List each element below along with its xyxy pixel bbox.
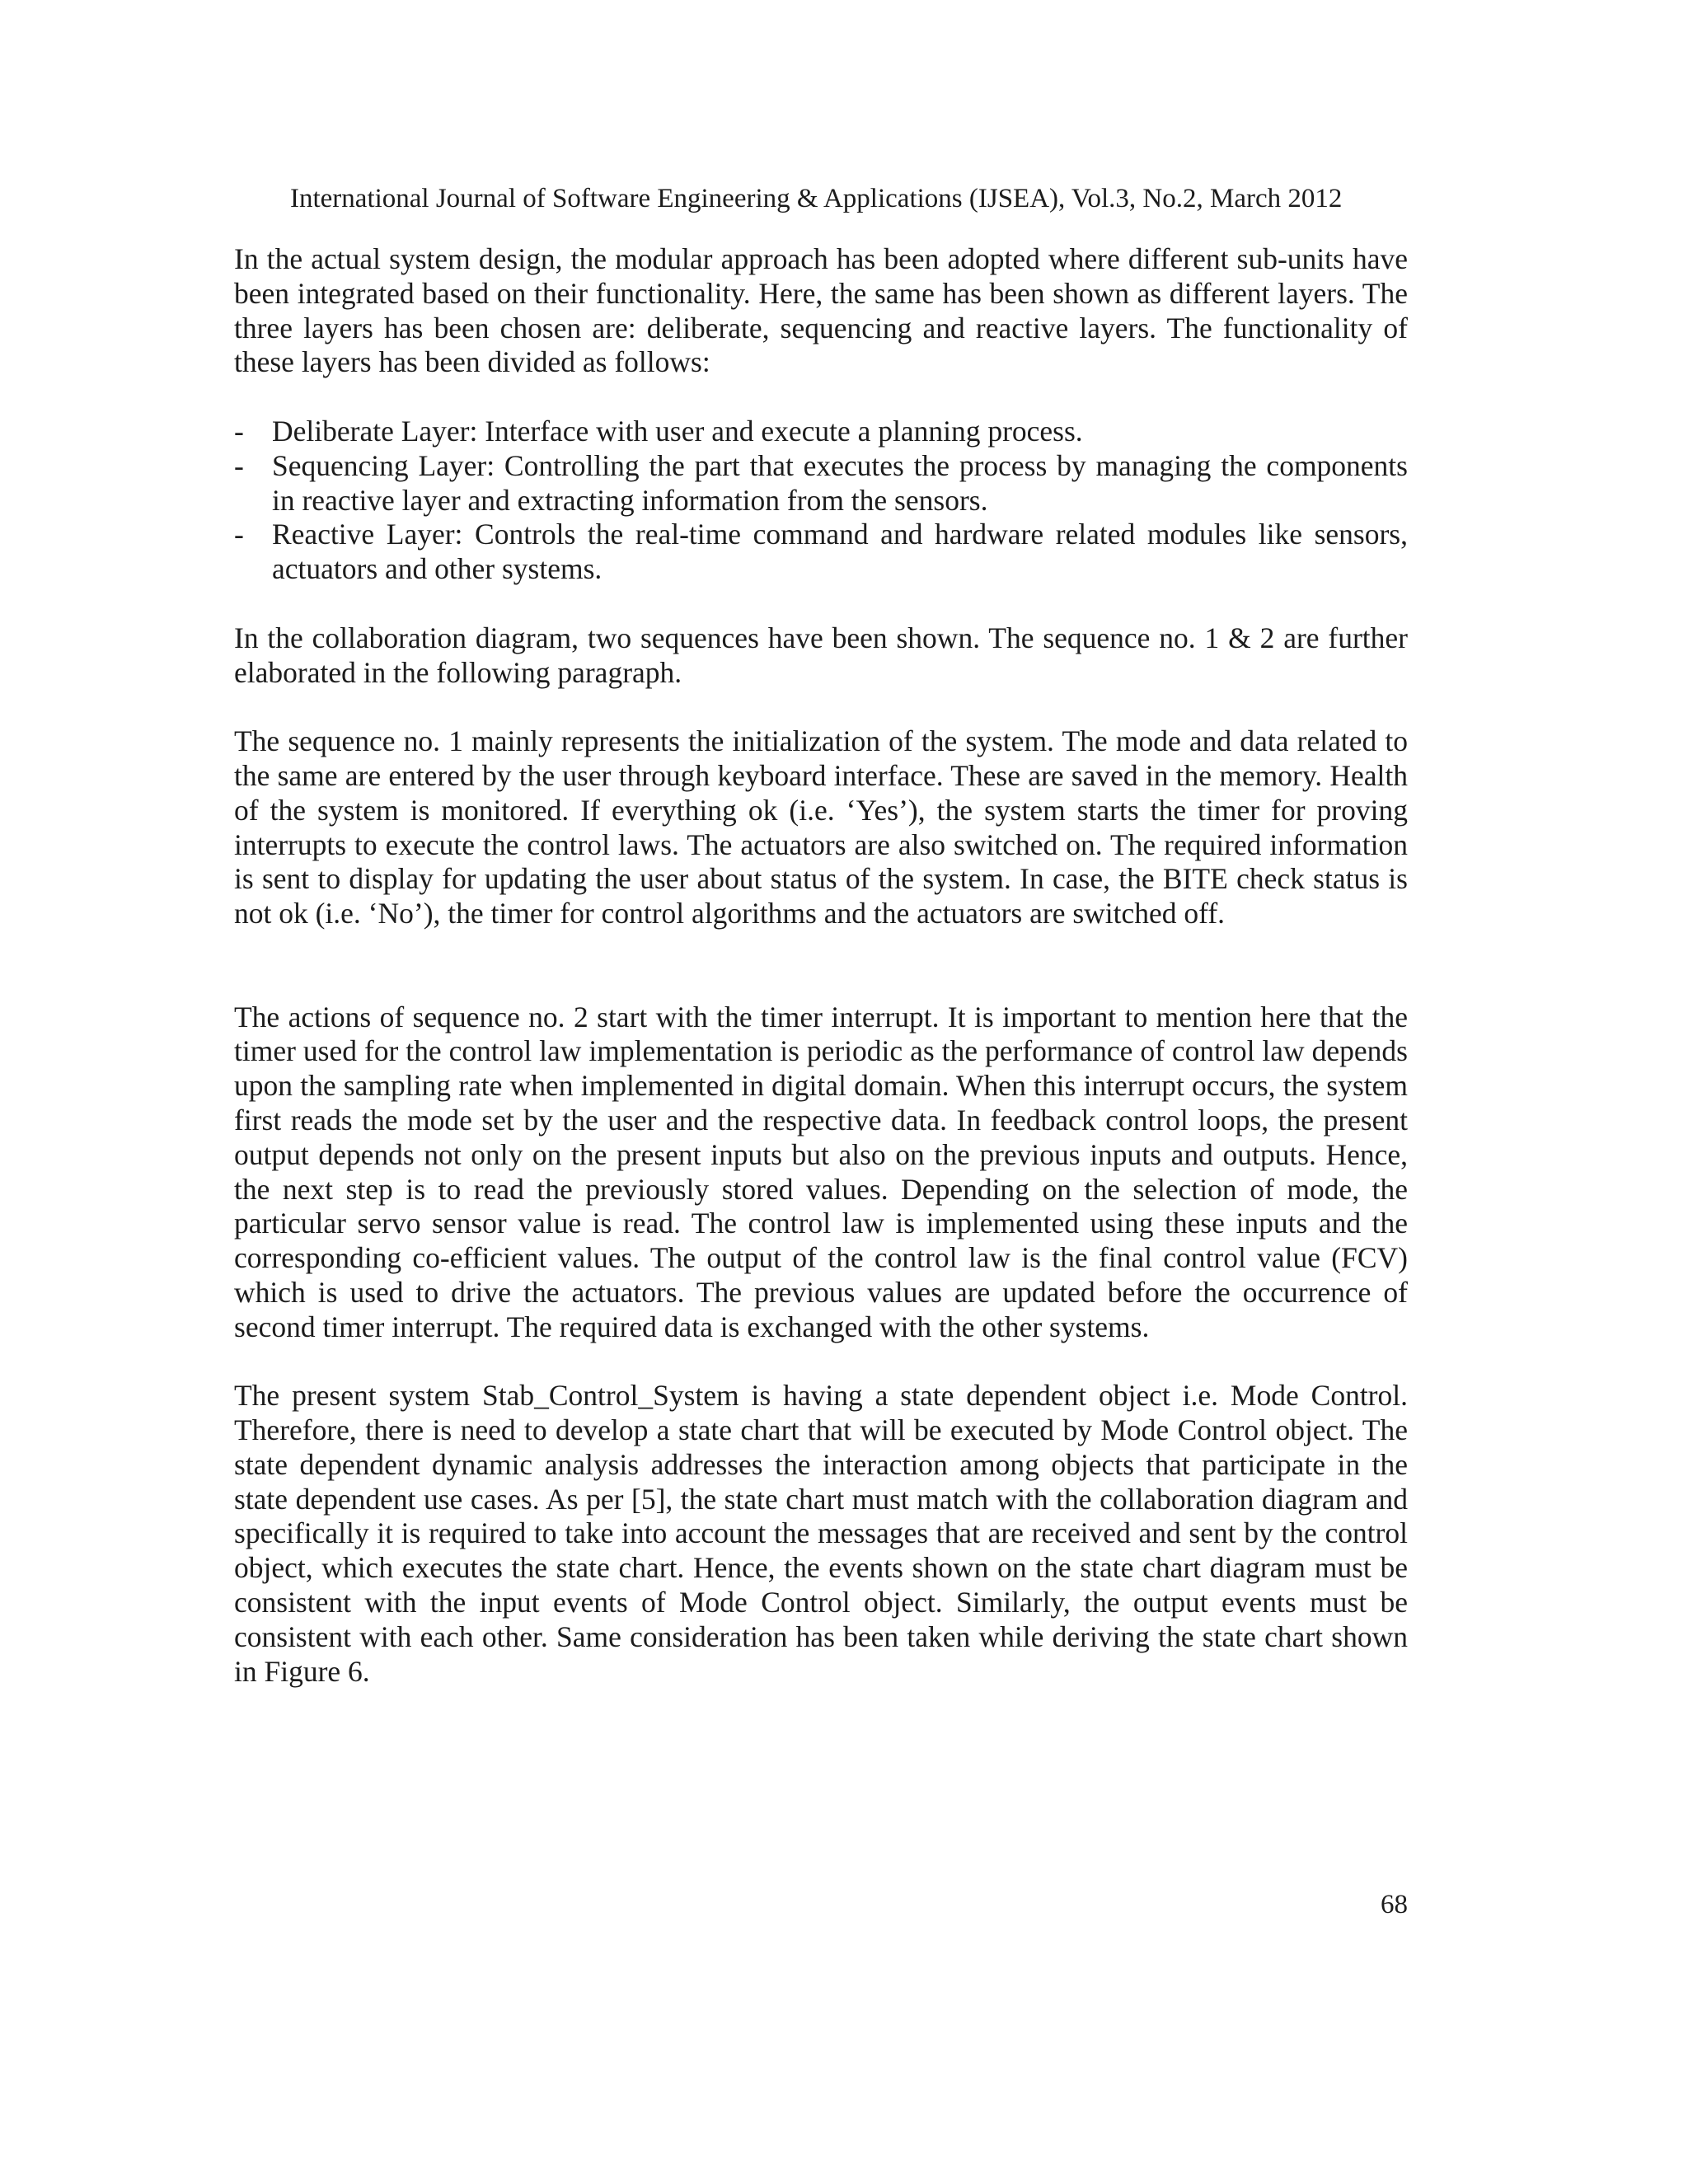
bullet-dash: - bbox=[234, 414, 244, 448]
paragraph-collaboration-diagram: In the collaboration diagram, two sequences have been shown. The sequence no. 1 & 2 are further elaborated in the following paragraph. bbox=[234, 621, 1408, 689]
paragraph-sequence-1: The sequence no. 1 mainly represents the initialization of the system. The mode and data related to the same are entered by the user through keyboard interface. These are saved in the memory. Health of the system is monitored. If everything ok (i.e. ‘Yes’), the system starts the timer for proving interrupts to execute the control laws. The actuators are also switched on. The required information is sent to display for updating the user about status of the system. In case, the BITE check status is not ok (i.e. ‘No’), the timer for control algorithms and the actuators are switched off. bbox=[234, 724, 1408, 930]
body-text bbox=[234, 242, 1408, 1689]
running-header: International Journal of Software Engineering & Applications (IJSEA), Vol.3, No.2, March 2012 bbox=[290, 184, 1343, 213]
paragraph-modular-approach: In the actual system design, the modular approach has been adopted where different sub-units have been integrated based on their functionality. Here, the same has been shown as different layers. The three layers has been chosen are: deliberate, sequencing and reactive layers. The functionality of these layers has been divided as follows: bbox=[234, 242, 1408, 379]
paragraph-gap bbox=[234, 690, 1408, 724]
bullet-dash: - bbox=[234, 448, 244, 482]
paragraph-gap bbox=[234, 587, 1408, 621]
paragraph-gap bbox=[234, 380, 1408, 415]
bullet-dash: - bbox=[234, 518, 244, 551]
list-item-text: Sequencing Layer: Controlling the part that executes the process by managing the components in reactive layer and extracting information from the sensors. bbox=[272, 448, 1408, 517]
list-item-deliberate-layer bbox=[234, 415, 1408, 449]
layer-list bbox=[234, 415, 1408, 587]
paragraph-gap bbox=[234, 1345, 1408, 1380]
list-item-text: Reactive Layer: Controls the real-time command and hardware related modules like sensors, actuators and other systems. bbox=[272, 518, 1408, 586]
list-item-sequencing-layer bbox=[234, 449, 1408, 518]
list-item-reactive-layer bbox=[234, 518, 1408, 587]
paragraph-state-chart: The present system Stab_Control_System is having a state dependent object i.e. Mode Control. Therefore, there is need to develop a state chart that will be executed by Mode Control object. The state dependent dynamic analysis addresses the interaction among objects that participate in the state dependent use cases. As per [5], the state chart must match with the collaboration diagram and specifically it is required to take into account the messages that are received and sent by the control object, which executes the state chart. Hence, the events shown on the state chart diagram must be consistent with the input events of Mode Control object. Similarly, the output events must be consistent with each other. Same consideration has been taken while deriving the state chart shown in Figure 6. bbox=[234, 1379, 1408, 1688]
paragraph-sequence-2: The actions of sequence no. 2 start with the timer interrupt. It is important to mention here that the timer used for the control law implementation is periodic as the performance of control law depends upon the sampling rate when implemented in digital domain. When this interrupt occurs, the system first reads the mode set by the user and the respective data. In feedback control loops, the present output depends not only on the present inputs but also on the previous inputs and outputs. Hence, the next step is to read the previously stored values. Depending on the selection of mode, the particular servo sensor value is read. The control law is implemented using these inputs and the corresponding co-efficient values. The output of the control law is the final control value (FCV) which is used to drive the actuators. The previous values are updated before the occurrence of second timer interrupt. The required data is exchanged with the other systems. bbox=[234, 1000, 1408, 1343]
list-item-text: Deliberate Layer: Interface with user and execute a planning process. bbox=[272, 414, 1083, 448]
paragraph-gap bbox=[234, 931, 1408, 1001]
page-number: 68 bbox=[1381, 1890, 1408, 1919]
